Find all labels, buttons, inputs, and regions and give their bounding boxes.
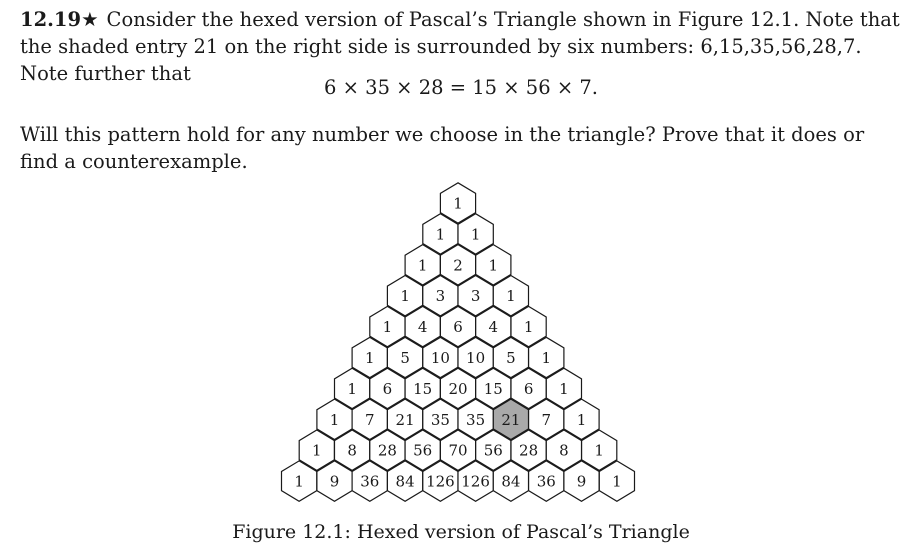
hex-cell-value: 8 [559,441,569,460]
hex-cell-value: 3 [435,287,446,306]
hex-cell-value: 1 [594,441,604,460]
hex-cell-value: 15 [483,379,503,398]
hex-cell-value: 21 [501,410,521,429]
hex-cell-value: 35 [466,410,486,429]
hex-cell-value: 1 [612,472,622,491]
hex-cell-value: 2 [453,256,463,275]
hex-cell-value: 1 [453,194,463,213]
hex-cell-value: 7 [541,410,552,429]
hex-cell-value: 1 [347,379,357,398]
hex-cell-value: 5 [400,349,410,367]
hex-cell-value: 1 [559,379,569,398]
star-icon: ★ [81,8,99,31]
equation: 6 × 35 × 28 = 15 × 56 × 7. [324,76,598,99]
hex-cell-value: 84 [395,472,415,491]
hex-cell-value: 1 [312,441,322,460]
hex-cell-value: 4 [417,318,428,337]
hex-cell-value: 1 [294,472,304,491]
problem-text: Consider the hexed version of Pascal’s Triangle shown in Figure 12.1. Note that the shaded entry 21 on the right side is surrounded by six numbers: 6,15,35,56,28,7. Note further that [20,8,900,85]
figure-caption: Figure 12.1: Hexed version of Pascal’s Triangle [232,521,690,543]
hex-cell-value: 1 [541,349,552,367]
hex-cell-value: 7 [365,410,375,429]
hex-cell-value: 56 [413,441,433,460]
hex-cell-value: 10 [430,349,450,367]
hex-cell-value: 1 [470,225,481,244]
problem-number: 12.19 [20,8,82,31]
hex-cell-value: 1 [400,287,410,306]
hex-cell-value: 36 [360,472,380,491]
hex-cell-value: 1 [506,287,516,306]
hex-cell-value: 56 [483,441,503,460]
hex-cell-value: 35 [430,410,450,429]
hex-cell-value: 10 [466,349,486,367]
hex-cell-value: 20 [448,379,468,398]
hex-cell-value: 70 [448,441,468,460]
hex-cell-value: 28 [519,441,539,460]
hex-cell-value: 28 [377,441,397,460]
question-paragraph: Will this pattern hold for any number we choose in the triangle? Prove that it does or find a counterexample. [20,123,865,173]
hex-cell-value: 1 [576,410,587,429]
hex-cell-value: 1 [329,410,340,429]
hex-cell-value: 6 [453,318,463,337]
hex-cell-value: 1 [417,256,428,275]
hex-cell-value: 15 [413,379,433,398]
hex-cell-value: 21 [395,410,415,429]
hex-cell-value: 1 [365,349,375,367]
hex-cell-value: 126 [461,472,490,491]
hex-cell-value: 6 [523,379,534,398]
hex-cell-value: 126 [426,472,455,491]
hex-cell-value: 1 [488,256,499,275]
hex-cell-value: 6 [382,379,393,398]
hex-cell-value: 1 [523,318,534,337]
hex-cell-value: 9 [576,472,587,491]
hex-cell-value: 3 [470,287,481,306]
hex-cell-value: 84 [501,472,521,491]
hex-cell-value: 1 [435,225,446,244]
hex-cell-value: 8 [347,441,357,460]
hex-cell-value: 9 [329,472,340,491]
hex-cell-value: 1 [382,318,393,337]
hex-cell-value: 36 [536,472,556,491]
hex-cell-value: 4 [488,318,499,337]
hex-cell-value: 5 [506,349,516,367]
